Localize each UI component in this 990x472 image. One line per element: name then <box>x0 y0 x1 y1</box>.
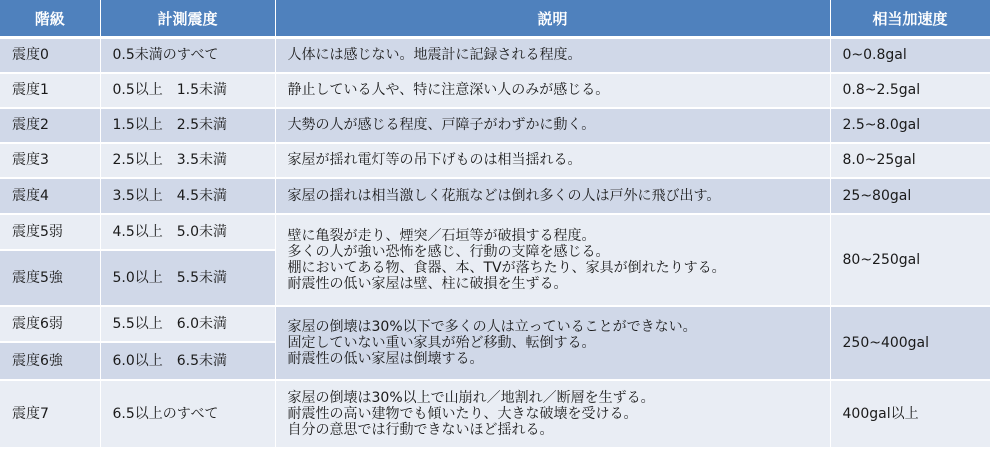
level-cell: 震度1 <box>0 73 100 108</box>
description-line: 壁に亀裂が走り、煙突／石垣等が破損する程度。 <box>287 227 596 244</box>
header-measured-intensity: 計測震度 <box>100 0 275 38</box>
measured-cell: 5.0以上 5.5未満 <box>100 250 275 306</box>
description-line: 耐震性の高い建物でも傾いたり、大きな破壊を受ける。 <box>287 405 638 422</box>
acceleration-cell: 25~80gal <box>830 178 990 214</box>
header-acceleration: 相当加速度 <box>830 0 990 38</box>
header-row <box>0 0 990 38</box>
acceleration-cell: 0~0.8gal <box>830 38 990 73</box>
level-cell: 震度3 <box>0 143 100 178</box>
description-cell <box>275 306 830 380</box>
level-cell: 震度0 <box>0 38 100 73</box>
measured-cell: 1.5以上 2.5未満 <box>100 108 275 143</box>
description-line: 耐震性の低い家屋は倒壊する。 <box>287 350 484 367</box>
table-row <box>0 38 990 73</box>
description-line: 棚においてある物、食器、本、TVが落ちたり、家具が倒れたりする。 <box>287 259 726 276</box>
description-line: 自分の意思では行動できないほど揺れる。 <box>287 421 554 438</box>
description-cell <box>275 214 830 306</box>
level-cell: 震度4 <box>0 178 100 214</box>
description-line: 家屋の倒壊は30%以下で多くの人は立っていることができない。 <box>287 318 697 335</box>
measured-cell: 6.5以上のすべて <box>100 380 275 448</box>
description-line: 耐震性の低い家屋は壁、柱に破損を生ずる。 <box>287 275 568 292</box>
description-line: 多くの人が強い恐怖を感じ、行動の支障を感じる。 <box>287 243 610 260</box>
measured-cell: 2.5以上 3.5未満 <box>100 143 275 178</box>
acceleration-cell: 80~250gal <box>830 214 990 306</box>
description-cell: 大勢の人が感じる程度、戸障子がわずかに動く。 <box>275 108 830 143</box>
measured-cell: 3.5以上 4.5未満 <box>100 178 275 214</box>
level-cell: 震度6強 <box>0 342 100 380</box>
level-cell: 震度6弱 <box>0 306 100 342</box>
measured-cell: 6.0以上 6.5未満 <box>100 342 275 380</box>
table-row <box>0 73 990 108</box>
table-row <box>0 214 990 250</box>
measured-cell: 0.5以上 1.5未満 <box>100 73 275 108</box>
acceleration-cell: 250~400gal <box>830 306 990 380</box>
description-cell: 家屋が揺れ電灯等の吊下げものは相当揺れる。 <box>275 143 830 178</box>
measured-cell: 0.5未満のすべて <box>100 38 275 73</box>
table-row <box>0 143 990 178</box>
header-level: 階級 <box>0 0 100 38</box>
level-cell: 震度2 <box>0 108 100 143</box>
measured-cell: 4.5以上 5.0未満 <box>100 214 275 250</box>
table-row <box>0 306 990 342</box>
acceleration-cell: 2.5~8.0gal <box>830 108 990 143</box>
table-row <box>0 178 990 214</box>
description-cell: 静止している人や、特に注意深い人のみが感じる。 <box>275 73 830 108</box>
description-cell: 人体には感じない。地震計に記録される程度。 <box>275 38 830 73</box>
header-description: 説明 <box>275 0 830 38</box>
level-cell: 震度7 <box>0 380 100 448</box>
description-cell <box>275 380 830 448</box>
description-line: 家屋の倒壊は30%以上で山崩れ／地割れ／断層を生ずる。 <box>287 389 655 406</box>
table-row <box>0 108 990 143</box>
acceleration-cell: 0.8~2.5gal <box>830 73 990 108</box>
description-line: 固定していない重い家具が殆ど移動、転倒する。 <box>287 334 596 351</box>
acceleration-cell: 400gal以上 <box>830 380 990 448</box>
table-row <box>0 380 990 448</box>
level-cell: 震度5強 <box>0 250 100 306</box>
acceleration-cell: 8.0~25gal <box>830 143 990 178</box>
description-cell: 家屋の揺れは相当激しく花瓶などは倒れ多くの人は戸外に飛び出す。 <box>275 178 830 214</box>
level-cell: 震度5弱 <box>0 214 100 250</box>
measured-cell: 5.5以上 6.0未満 <box>100 306 275 342</box>
